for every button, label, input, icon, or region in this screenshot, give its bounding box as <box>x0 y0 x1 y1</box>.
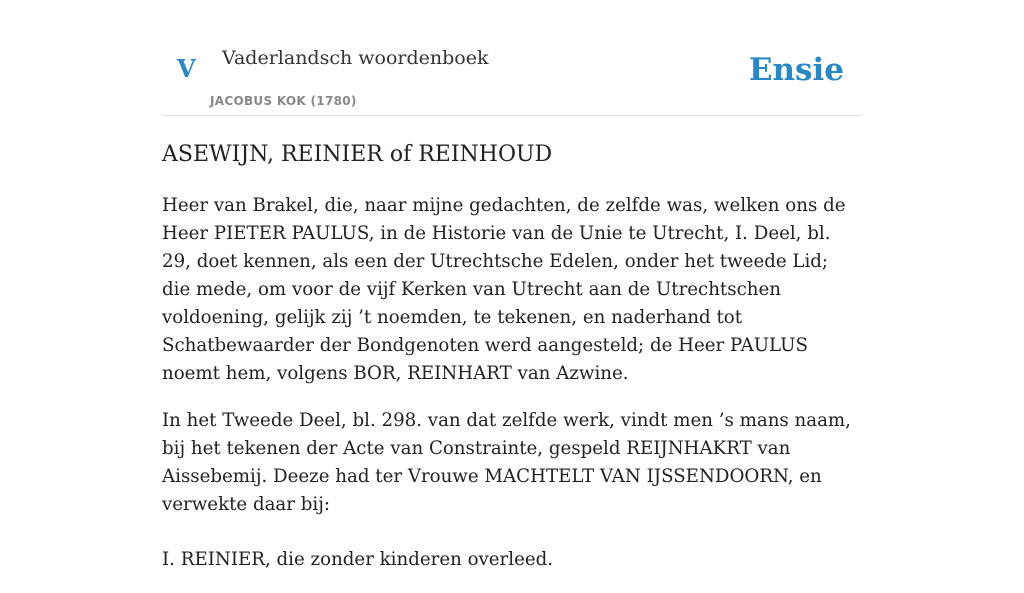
entry-paragraph: I. REINIER, die zonder kinderen overleed. <box>162 549 554 570</box>
dictionary-header <box>162 0 862 116</box>
content-container <box>162 0 862 570</box>
dictionary-author: JACOBUS KOK (1780) <box>210 94 357 108</box>
dictionary-title[interactable]: Vaderlandsch woordenboek <box>222 47 489 69</box>
entry-title: ASEWIJN, REINIER of REINHOUD <box>162 142 553 167</box>
entry-paragraph: Heer van Brakel, die, naar mijne gedachten, de zelfde was, welken ons de Heer PIETER PAULUS, in de Historie van de Unie te Utrecht, I. Deel, bl. 29, doet kennen, als een der Utrechtsche Edelen, onder het tweede Lid; die mede, om voor de vijf Kerken van Utrecht aan de Utrechtschen voldoening, gelijk zij ’t noemden, te tekenen, en naderhand tot Schatbewaarder der Bondgenoten werd aangesteld; de Heer PAULUS noemt hem, volgens BOR, REINHART van Azwine. <box>162 195 846 384</box>
ensie-logo-link[interactable]: Ensie <box>748 52 844 88</box>
entry-paragraph: In het Tweede Deel, bl. 298. van dat zelfde werk, vindt men ’s mans naam, bij het tekenen der Acte van Constrainte, gespeld REIJNHAKRT van Aissebemij. Deeze had ter Vrouwe MACHTELT VAN IJSSENDOORN, en verwekte daar bij: <box>162 410 851 515</box>
dictionary-logo-letter[interactable]: V <box>177 54 196 83</box>
entry-body <box>162 192 862 593</box>
